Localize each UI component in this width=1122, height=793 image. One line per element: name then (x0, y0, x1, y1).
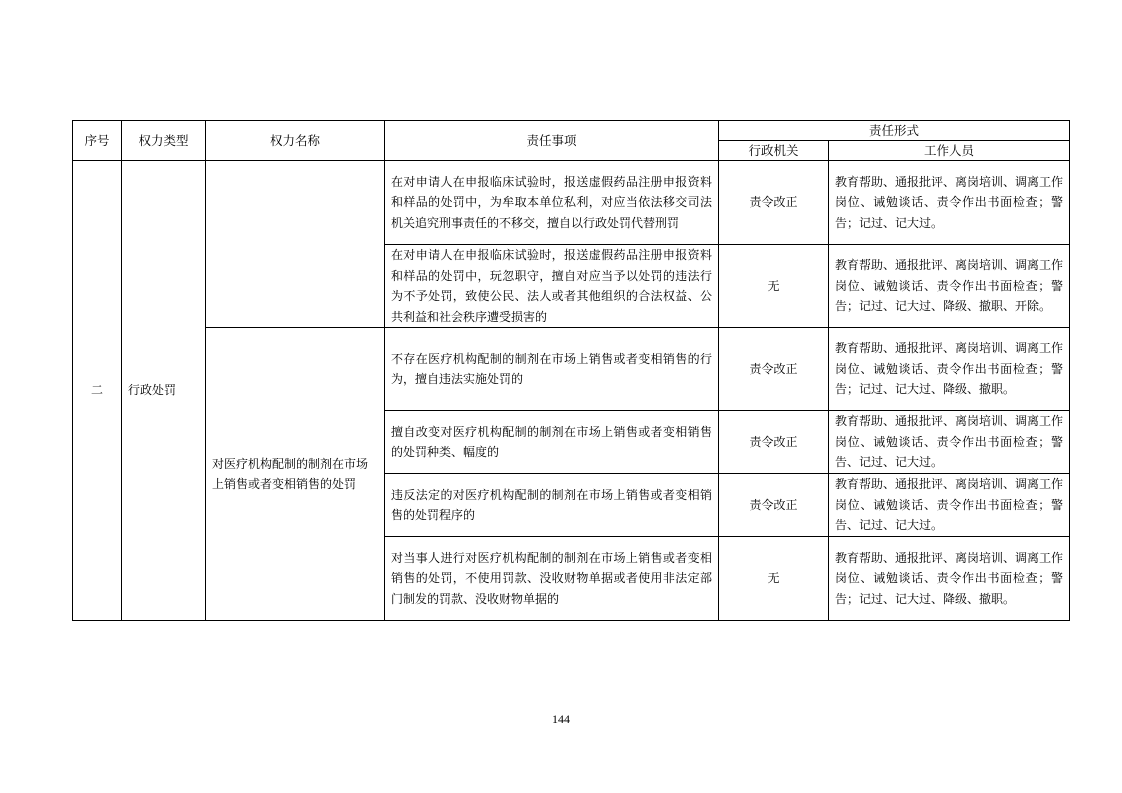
power-name-cell: 对医疗机构配制的制剂在市场上销售或者变相销售的处罚 (206, 328, 385, 621)
header-matter: 责任事项 (385, 121, 719, 161)
page-number: 144 (552, 712, 570, 726)
staff-cell: 教育帮助、通报批评、离岗培训、调离工作岗位、诫勉谈话、责令作出书面检查；警告；记过、记大过、降级、撤职。 (829, 328, 1070, 411)
org-cell: 责令改正 (719, 474, 829, 537)
header-power-name: 权力名称 (206, 121, 385, 161)
matter-cell: 违反法定的对医疗机构配制的制剂在市场上销售或者变相销售的处罚程序的 (385, 474, 719, 537)
responsibility-table (72, 120, 1070, 621)
matter-cell: 对当事人进行对医疗机构配制的制剂在市场上销售或者变相销售的处罚，不使用罚款、没收财物单据或者使用非法定部门制发的罚款、没收财物单据的 (385, 537, 719, 621)
staff-cell: 教育帮助、通报批评、离岗培训、调离工作岗位、诫勉谈话、责令作出书面检查；警告、记过、记大过。 (829, 474, 1070, 537)
header-row-1 (73, 121, 1070, 141)
staff-cell: 教育帮助、通报批评、离岗培训、调离工作岗位、诫勉谈话、责令作出书面检查；警告；记过、记大过、降级、撤职、开除。 (829, 245, 1070, 328)
power-type-cell: 行政处罚 (122, 161, 206, 621)
power-name-empty-cell (206, 161, 385, 328)
header-power-type: 权力类型 (122, 121, 206, 161)
header-form: 责任形式 (719, 121, 1070, 141)
table-row (73, 328, 1070, 411)
header-staff: 工作人员 (829, 141, 1070, 161)
org-cell: 无 (719, 245, 829, 328)
matter-cell: 在对申请人在申报临床试验时，报送虚假药品注册申报资料和样品的处罚中，玩忽职守，擅自对应当予以处罚的违法行为不予处罚，致使公民、法人或者其他组织的合法权益、公共利益和社会秩序遭受损害的 (385, 245, 719, 328)
staff-cell: 教育帮助、通报批评、离岗培训、调离工作岗位、诫勉谈话、责令作出书面检查；警告；记过、记大过。 (829, 161, 1070, 245)
org-cell: 责令改正 (719, 411, 829, 474)
matter-cell: 擅自改变对医疗机构配制的制剂在市场上销售或者变相销售的处罚种类、幅度的 (385, 411, 719, 474)
org-cell: 责令改正 (719, 328, 829, 411)
seq-cell: 二 (73, 161, 122, 621)
matter-cell: 不存在医疗机构配制的制剂在市场上销售或者变相销售的行为，擅自违法实施处罚的 (385, 328, 719, 411)
matter-cell: 在对申请人在申报临床试验时，报送虚假药品注册申报资料和样品的处罚中，为牟取本单位私利，对应当依法移交司法机关追究刑事责任的不移交，擅自以行政处罚代替刑罚 (385, 161, 719, 245)
org-cell: 无 (719, 537, 829, 621)
header-seq: 序号 (73, 121, 122, 161)
header-org: 行政机关 (719, 141, 829, 161)
table-row (73, 161, 1070, 245)
org-cell: 责令改正 (719, 161, 829, 245)
staff-cell: 教育帮助、通报批评、离岗培训、调离工作岗位、诫勉谈话、责令作出书面检查；警告；记过、记大过、降级、撤职。 (829, 537, 1070, 621)
staff-cell: 教育帮助、通报批评、离岗培训、调离工作岗位、诫勉谈话、责令作出书面检查；警告、记过、记大过。 (829, 411, 1070, 474)
